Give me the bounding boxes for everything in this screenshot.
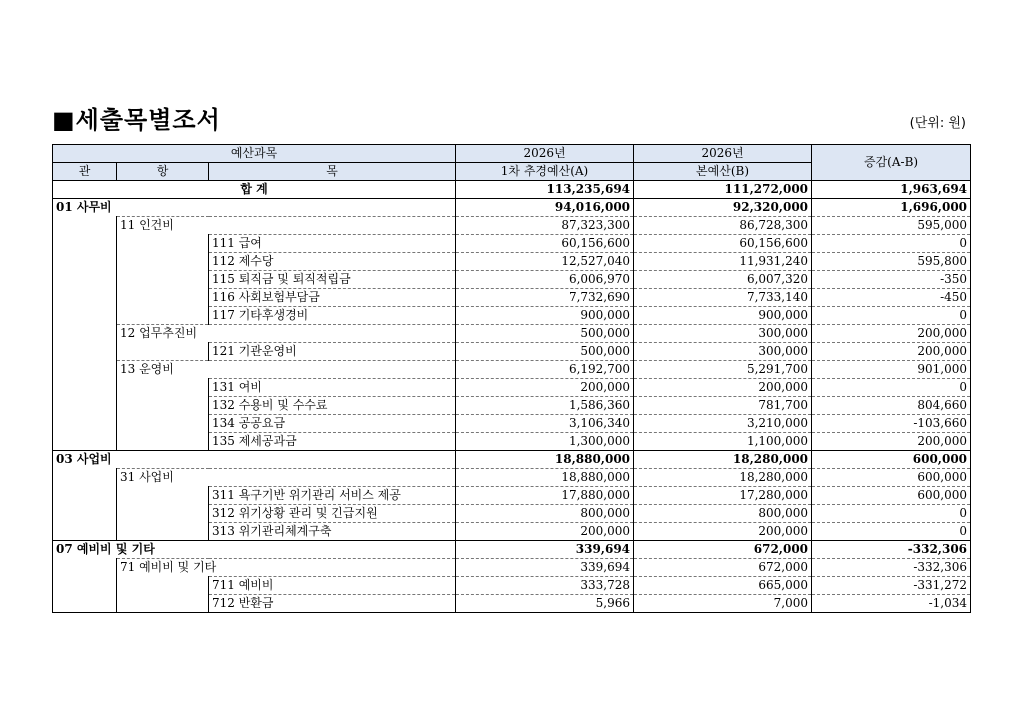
amount-b: 200,000 xyxy=(634,523,812,541)
amount-diff: 901,000 xyxy=(812,361,971,379)
amount-a: 5,966 xyxy=(456,595,634,613)
header-a-name: 1차 추경예산(A) xyxy=(456,163,634,181)
table-row xyxy=(53,487,971,505)
amount-diff: -332,306 xyxy=(812,541,971,559)
gwan-spacer xyxy=(53,235,117,253)
amount-diff: -103,660 xyxy=(812,415,971,433)
hang-spacer xyxy=(117,253,209,271)
hang-spacer xyxy=(117,397,209,415)
amount-b: 7,000 xyxy=(634,595,812,613)
amount-b: 11,931,240 xyxy=(634,253,812,271)
amount-b: 672,000 xyxy=(634,541,812,559)
gwan-spacer xyxy=(53,343,117,361)
total-b: 111,272,000 xyxy=(634,181,812,199)
amount-diff: 595,000 xyxy=(812,217,971,235)
amount-diff: 0 xyxy=(812,379,971,397)
mok-label: 712 반환금 xyxy=(209,595,456,613)
gwan-spacer xyxy=(53,415,117,433)
hang-label: 31 사업비 xyxy=(117,469,456,487)
table-row xyxy=(53,199,971,217)
hang-spacer xyxy=(117,343,209,361)
amount-diff: 200,000 xyxy=(812,325,971,343)
mok-label: 116 사회보험부담금 xyxy=(209,289,456,307)
total-row xyxy=(53,181,971,199)
amount-a: 333,728 xyxy=(456,577,634,595)
gwan-spacer xyxy=(53,433,117,451)
total-a: 113,235,694 xyxy=(456,181,634,199)
table-row xyxy=(53,541,971,559)
hang-spacer xyxy=(117,271,209,289)
amount-diff: 600,000 xyxy=(812,469,971,487)
amount-b: 7,733,140 xyxy=(634,289,812,307)
amount-a: 12,527,040 xyxy=(456,253,634,271)
amount-b: 300,000 xyxy=(634,343,812,361)
header-diff: 증감(A-B) xyxy=(812,145,971,181)
amount-a: 6,006,970 xyxy=(456,271,634,289)
amount-a: 18,880,000 xyxy=(456,451,634,469)
mok-label: 711 예비비 xyxy=(209,577,456,595)
table-row xyxy=(53,523,971,541)
gwan-label: 01 사무비 xyxy=(53,199,456,217)
amount-diff: 0 xyxy=(812,235,971,253)
hang-label: 71 예비비 및 기타 xyxy=(117,559,456,577)
amount-b: 1,100,000 xyxy=(634,433,812,451)
amount-b: 300,000 xyxy=(634,325,812,343)
table-row xyxy=(53,289,971,307)
amount-diff: -331,272 xyxy=(812,577,971,595)
gwan-spacer xyxy=(53,523,117,541)
amount-b: 672,000 xyxy=(634,559,812,577)
amount-diff: -1,034 xyxy=(812,595,971,613)
amount-diff: 1,696,000 xyxy=(812,199,971,217)
header-a-year: 2026년 xyxy=(456,145,634,163)
amount-a: 18,880,000 xyxy=(456,469,634,487)
amount-b: 17,280,000 xyxy=(634,487,812,505)
hang-spacer xyxy=(117,379,209,397)
page-title: ■세출목별조서 xyxy=(52,106,221,134)
amount-diff: 200,000 xyxy=(812,343,971,361)
mok-label: 115 퇴직금 및 퇴직적립금 xyxy=(209,271,456,289)
amount-a: 1,586,360 xyxy=(456,397,634,415)
amount-diff: 600,000 xyxy=(812,487,971,505)
amount-diff: 200,000 xyxy=(812,433,971,451)
amount-a: 339,694 xyxy=(456,559,634,577)
header-budget-subject: 예산과목 xyxy=(53,145,456,163)
amount-diff: 0 xyxy=(812,505,971,523)
mok-label: 131 여비 xyxy=(209,379,456,397)
table-row xyxy=(53,415,971,433)
gwan-label: 03 사업비 xyxy=(53,451,456,469)
hang-spacer xyxy=(117,289,209,307)
amount-diff: -450 xyxy=(812,289,971,307)
gwan-spacer xyxy=(53,505,117,523)
amount-diff: 595,800 xyxy=(812,253,971,271)
amount-a: 500,000 xyxy=(456,343,634,361)
amount-b: 6,007,320 xyxy=(634,271,812,289)
gwan-spacer xyxy=(53,487,117,505)
table-row xyxy=(53,235,971,253)
amount-b: 3,210,000 xyxy=(634,415,812,433)
amount-a: 339,694 xyxy=(456,541,634,559)
amount-b: 781,700 xyxy=(634,397,812,415)
table-row xyxy=(53,253,971,271)
header-mok: 목 xyxy=(209,163,456,181)
gwan-spacer xyxy=(53,379,117,397)
amount-a: 1,300,000 xyxy=(456,433,634,451)
amount-diff: -332,306 xyxy=(812,559,971,577)
table-row xyxy=(53,595,971,613)
amount-diff: 804,660 xyxy=(812,397,971,415)
gwan-spacer xyxy=(53,253,117,271)
hang-label: 11 인건비 xyxy=(117,217,456,235)
table-row xyxy=(53,325,971,343)
amount-b: 900,000 xyxy=(634,307,812,325)
amount-a: 200,000 xyxy=(456,523,634,541)
table-row xyxy=(53,469,971,487)
mok-label: 117 기타후생경비 xyxy=(209,307,456,325)
amount-b: 665,000 xyxy=(634,577,812,595)
mok-label: 134 공공요금 xyxy=(209,415,456,433)
table-row xyxy=(53,397,971,415)
hang-label: 12 업무추진비 xyxy=(117,325,456,343)
mok-label: 132 수용비 및 수수료 xyxy=(209,397,456,415)
header-b-name: 본예산(B) xyxy=(634,163,812,181)
gwan-spacer xyxy=(53,397,117,415)
table-row xyxy=(53,379,971,397)
hang-spacer xyxy=(117,505,209,523)
amount-a: 900,000 xyxy=(456,307,634,325)
unit-label: (단위: 원) xyxy=(909,116,966,131)
gwan-spacer xyxy=(53,559,117,577)
hang-spacer xyxy=(117,595,209,613)
amount-a: 17,880,000 xyxy=(456,487,634,505)
amount-a: 200,000 xyxy=(456,379,634,397)
gwan-spacer xyxy=(53,217,117,235)
hang-label: 13 운영비 xyxy=(117,361,456,379)
amount-b: 18,280,000 xyxy=(634,451,812,469)
amount-diff: 0 xyxy=(812,307,971,325)
mok-label: 311 욕구기반 위기관리 서비스 제공 xyxy=(209,487,456,505)
mok-label: 313 위기관리체계구축 xyxy=(209,523,456,541)
amount-b: 800,000 xyxy=(634,505,812,523)
table-row xyxy=(53,577,971,595)
amount-a: 87,323,300 xyxy=(456,217,634,235)
gwan-spacer xyxy=(53,325,117,343)
amount-b: 60,156,600 xyxy=(634,235,812,253)
total-diff: 1,963,694 xyxy=(812,181,971,199)
table-row xyxy=(53,307,971,325)
amount-b: 92,320,000 xyxy=(634,199,812,217)
header-b-year: 2026년 xyxy=(634,145,812,163)
amount-b: 200,000 xyxy=(634,379,812,397)
amount-b: 18,280,000 xyxy=(634,469,812,487)
hang-spacer xyxy=(117,415,209,433)
hang-spacer xyxy=(117,577,209,595)
amount-a: 500,000 xyxy=(456,325,634,343)
hang-spacer xyxy=(117,487,209,505)
mok-label: 111 급여 xyxy=(209,235,456,253)
mok-label: 135 제세공과금 xyxy=(209,433,456,451)
table-row xyxy=(53,361,971,379)
header-row-1 xyxy=(53,145,971,163)
gwan-spacer xyxy=(53,307,117,325)
amount-diff: 600,000 xyxy=(812,451,971,469)
table-row xyxy=(53,217,971,235)
gwan-spacer xyxy=(53,469,117,487)
hang-spacer xyxy=(117,523,209,541)
header-gwan: 관 xyxy=(53,163,117,181)
mok-label: 112 제수당 xyxy=(209,253,456,271)
amount-diff: -350 xyxy=(812,271,971,289)
amount-b: 86,728,300 xyxy=(634,217,812,235)
mok-label: 312 위기상황 관리 및 긴급지원 xyxy=(209,505,456,523)
table-row xyxy=(53,271,971,289)
amount-a: 94,016,000 xyxy=(456,199,634,217)
amount-a: 6,192,700 xyxy=(456,361,634,379)
table-row xyxy=(53,505,971,523)
amount-diff: 0 xyxy=(812,523,971,541)
gwan-spacer xyxy=(53,595,117,613)
gwan-spacer xyxy=(53,361,117,379)
gwan-spacer xyxy=(53,577,117,595)
amount-b: 5,291,700 xyxy=(634,361,812,379)
amount-a: 60,156,600 xyxy=(456,235,634,253)
table-row xyxy=(53,433,971,451)
header-hang: 항 xyxy=(117,163,209,181)
hang-spacer xyxy=(117,433,209,451)
amount-a: 800,000 xyxy=(456,505,634,523)
hang-spacer xyxy=(117,307,209,325)
gwan-spacer xyxy=(53,271,117,289)
total-label: 합 계 xyxy=(53,181,456,199)
budget-table xyxy=(52,144,971,613)
table-row xyxy=(53,559,971,577)
gwan-spacer xyxy=(53,289,117,307)
gwan-label: 07 예비비 및 기타 xyxy=(53,541,456,559)
mok-label: 121 기관운영비 xyxy=(209,343,456,361)
table-row xyxy=(53,451,971,469)
table-row xyxy=(53,343,971,361)
amount-a: 3,106,340 xyxy=(456,415,634,433)
hang-spacer xyxy=(117,235,209,253)
amount-a: 7,732,690 xyxy=(456,289,634,307)
